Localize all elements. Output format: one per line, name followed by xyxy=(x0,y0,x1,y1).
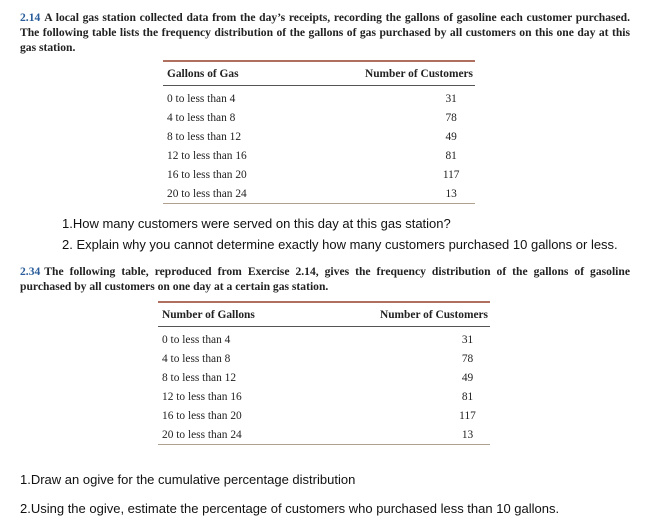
count-cell: 31 xyxy=(461,333,474,346)
column-header-gallons: Number of Gallons xyxy=(158,302,269,327)
problem-2-34 xyxy=(20,264,630,294)
range-cell: 20 to less than 24 xyxy=(158,425,269,445)
count-cell: 49 xyxy=(461,371,474,384)
table-row xyxy=(163,165,475,184)
range-cell: 0 to less than 4 xyxy=(162,333,231,346)
count-cell: 78 xyxy=(445,111,457,124)
column-header-customers: Number of Customers xyxy=(261,61,475,86)
problem-text: The following table, reproduced from Exercise 2.14, gives the frequency distribution of the gallons of gasoline purchased by all customers on one day at a certain gas station. xyxy=(20,265,630,293)
problem-text: A local gas station collected data from the day’s receipts, recording the gallons of gasoline each customer purchased. The following table lists the frequency distribution of the gallons of gas purchased by all customers on this one day at this gas station. xyxy=(20,11,630,54)
range-cell: 12 to less than 16 xyxy=(162,390,242,403)
range-cell: 0 to less than 4 xyxy=(167,92,236,105)
range-cell: 8 to less than 12 xyxy=(162,371,237,384)
range-cell: 16 to less than 20 xyxy=(162,409,242,422)
question-2-2: 2.Using the ogive, estimate the percentage of customers who purchased less than 10 gallons. xyxy=(20,501,560,516)
table-row xyxy=(163,127,475,146)
question-1-2: 2. Explain why you cannot determine exactly how many customers purchased 10 gallons or less. xyxy=(62,237,618,252)
column-header-customers: Number of Customers xyxy=(269,302,490,327)
problem-number: 2.34 xyxy=(20,265,41,278)
count-cell: 81 xyxy=(445,149,457,162)
table-row xyxy=(163,108,475,127)
range-cell: 8 to less than 12 xyxy=(167,130,242,143)
count-cell: 117 xyxy=(442,168,460,181)
count-cell: 31 xyxy=(445,92,457,105)
table-row xyxy=(158,425,490,445)
table-header-row xyxy=(163,61,475,86)
table-row xyxy=(158,327,490,350)
question-2-1: 1.Draw an ogive for the cumulative percentage distribution xyxy=(20,472,356,487)
range-cell: 16 to less than 20 xyxy=(167,168,247,181)
range-cell: 20 to less than 24 xyxy=(163,184,261,204)
table-row xyxy=(163,146,475,165)
range-cell: 4 to less than 8 xyxy=(162,352,231,365)
table-row xyxy=(163,184,475,204)
problem-2-14 xyxy=(20,10,630,55)
frequency-table-2 xyxy=(158,301,490,445)
table-row xyxy=(163,86,475,109)
range-cell: 4 to less than 8 xyxy=(167,111,236,124)
table-header-row xyxy=(158,302,490,327)
range-cell: 12 to less than 16 xyxy=(167,149,247,162)
count-cell: 78 xyxy=(461,352,474,365)
table-row xyxy=(158,387,490,406)
frequency-table-1 xyxy=(163,60,475,204)
problem-number: 2.14 xyxy=(20,11,41,24)
table-row xyxy=(158,368,490,387)
table-row xyxy=(158,406,490,425)
question-1-1: 1.How many customers were served on this day at this gas station? xyxy=(62,216,451,231)
count-cell: 117 xyxy=(459,409,476,422)
column-header-gallons: Gallons of Gas xyxy=(163,61,261,86)
table-row xyxy=(158,349,490,368)
count-cell: 13 xyxy=(269,425,490,445)
count-cell: 49 xyxy=(445,130,457,143)
count-cell: 13 xyxy=(261,184,475,204)
count-cell: 81 xyxy=(461,390,474,403)
